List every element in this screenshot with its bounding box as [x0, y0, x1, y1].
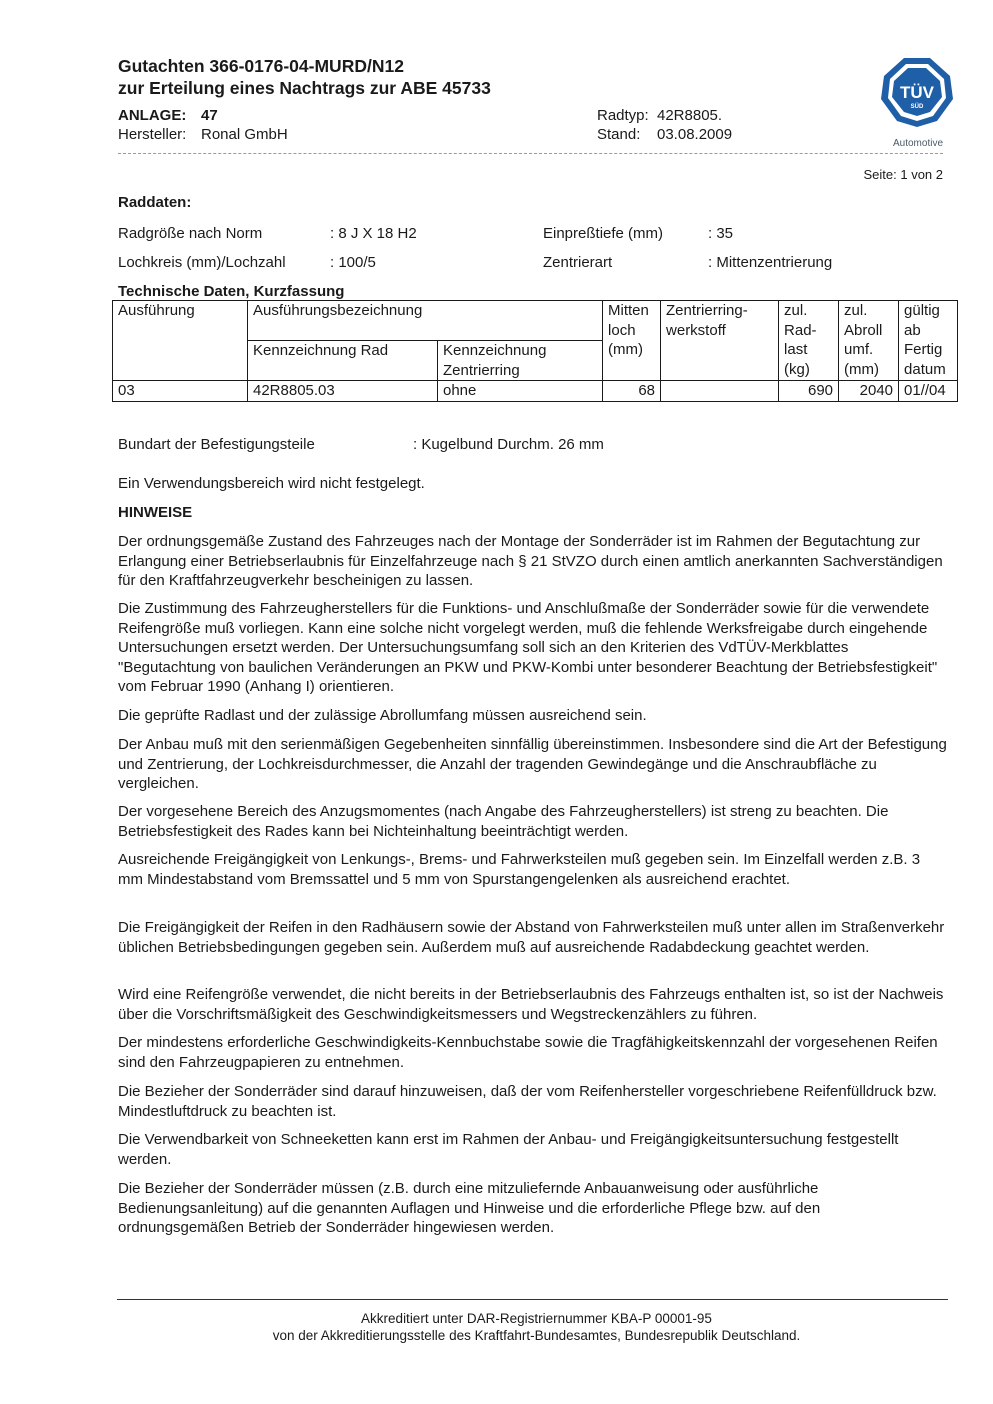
radtyp-label: Radtyp:: [597, 107, 649, 124]
hersteller-value: Ronal GmbH: [201, 126, 288, 143]
raddaten-value: : Mittenzentrierung: [708, 254, 833, 271]
hinweis-paragraph: Der vorgesehene Bereich des Anzugsmomentes (nach Angabe des Fahrzeugherstellers) ist streng zu beachten. Die Betriebsfestigkeit des Rades kann bei Nichteinhaltung beeinträchtigt werden.: [118, 803, 889, 840]
bundart-label: Bundart der Befestigungsteile: [118, 436, 315, 453]
page-info: Seite: 1 von 2: [863, 167, 943, 182]
raddaten-label: Radgröße nach Norm: [118, 225, 263, 242]
table-row: [113, 381, 958, 402]
hinweis-paragraph: Die Bezieher der Sonderräder müssen (z.B. durch eine mitzuliefernde Anbauanweisung oder ausführliche Bedienungsanleitung) auf die genannten Auflagen und Hinweise und die erforderliche Pflege bzw. auf den ordnungsgemäßen Betrieb der Sonderräder hingewiesen werden.: [118, 1180, 821, 1236]
raddaten-label: Zentrierart: [543, 254, 613, 271]
radtyp-value: 42R8805.: [657, 107, 723, 124]
header-divider: [118, 153, 943, 154]
col-abroll: zul. Abroll umf. (mm): [839, 301, 899, 381]
logo-text: TÜV: [900, 83, 934, 102]
footer-divider: [117, 1299, 948, 1300]
col-gueltig: gültig ab Fertig datum: [899, 301, 958, 381]
tuev-logo: [875, 55, 959, 151]
raddaten-value: : 35: [708, 225, 734, 242]
hinweis-paragraph: Wird eine Reifengröße verwendet, die nicht bereits in der Betriebserlaubnis des Fahrzeugs enthalten ist, so ist der Nachweis über die Vorschriftsmäßigkeit des Geschwindigkeitsmessers und Wegstreckenzählers zu führen.: [118, 986, 944, 1023]
hinweis-paragraph: Die Freigängigkeit der Reifen in den Radhäusern sowie der Abstand von Fahrwerksteilen muß unter allen im Straßenverkehr üblichen Betriebsbedingungen gegeben sein. Außerdem muß auf ausreichende Radabdeckung geachtet werden.: [118, 919, 945, 956]
tech-table: [112, 300, 958, 402]
stand-value: 03.08.2009: [657, 126, 733, 143]
col-kenn-rad: Kennzeichnung Rad: [248, 341, 438, 381]
col-radlast: zul. Rad- last (kg): [779, 301, 839, 381]
hinweis-paragraph: Die Bezieher der Sonderräder sind darauf hinzuweisen, daß der vom Reifenhersteller vorgeschriebene Reifenfülldruck bzw. Mindestluftdruck zu beachten ist.: [118, 1083, 937, 1120]
hinweis-paragraph: Die geprüfte Radlast und der zulässige Abrollumfang müssen ausreichend sein.: [118, 707, 647, 724]
cell-kenn-zr: ohne: [438, 381, 603, 402]
hinweis-paragraph: Die Verwendbarkeit von Schneeketten kann erst im Rahmen der Anbau- und Freigängigkeitsuntersuchung festgestellt werden.: [118, 1131, 899, 1168]
col-bezeichnung: Ausführungsbezeichnung: [248, 301, 603, 341]
document-title: Gutachten 366-0176-04-MURD/N12: [118, 56, 404, 76]
anlage-label: ANLAGE:: [118, 107, 187, 124]
cell-mittenloch: 68: [603, 381, 661, 402]
footer-line-2: von der Akkreditierungsstelle des Kraftfahrt-Bundesamtes, Bundesrepublik Deutschland.: [272, 1328, 801, 1343]
logo-caption: Automotive: [892, 138, 944, 149]
raddaten-heading: Raddaten:: [118, 194, 192, 211]
cell-abroll: 2040: [839, 381, 899, 402]
hersteller-label: Hersteller:: [118, 126, 187, 143]
cell-zr-werkstoff: [661, 381, 779, 402]
cell-kenn-rad: 42R8805.03: [248, 381, 438, 402]
col-kenn-zr: Kennzeichnung Zentrierring: [438, 341, 603, 381]
col-ausfuehrung: Ausführung: [113, 301, 248, 381]
cell-ausfuehrung: 03: [113, 381, 248, 402]
col-mittenloch: Mitten loch (mm): [603, 301, 661, 381]
cell-radlast: 690: [779, 381, 839, 402]
raddaten-label: Lochkreis (mm)/Lochzahl: [118, 254, 286, 271]
hinweis-paragraph: Ausreichende Freigängigkeit von Lenkungs-, Brems- und Fahrwerksteilen muß gegeben sein. Im Einzelfall werden z.B. 3 mm Mindestabstand vom Bremssattel und 5 mm von Spurstangengelenken als ausreichend erachtet.: [118, 851, 921, 888]
hinweise-heading: HINWEISE: [118, 504, 193, 521]
hinweis-paragraph: Der mindestens erforderliche Geschwindigkeits-Kennbuchstabe sowie die Tragfähigkeitskennzahl der vorgesehenen Reifen sind den Fahrzeugpapieren zu entnehmen.: [118, 1034, 938, 1071]
document-subtitle: zur Erteilung eines Nachtrags zur ABE 45733: [118, 78, 491, 98]
raddaten-value: : 100/5: [330, 254, 376, 271]
tech-heading: Technische Daten, Kurzfassung: [118, 283, 345, 300]
bundart-value: : Kugelbund Durchm. 26 mm: [413, 436, 604, 453]
logo-subtext: SÜD: [910, 104, 924, 110]
raddaten-label: Einpreßtiefe (mm): [543, 225, 664, 242]
cell-gueltig: 01//04: [899, 381, 958, 402]
footer-line-1: Akkreditiert unter DAR-Registriernummer KBA-P 00001-95: [361, 1311, 712, 1326]
table-header-row: [113, 301, 958, 341]
anlage-value: 47: [201, 107, 218, 124]
hinweis-paragraph: Der ordnungsgemäße Zustand des Fahrzeuges nach der Montage der Sonderräder ist im Rahmen der Begutachtung zur Erlangung einer Betriebserlaubnis für Einzelfahrzeuge nach § 21 StVZO durch einen amtlich anerkannten Sachverständigen für den Kraftfahrzeugverkehr bescheinigen zu lassen.: [118, 533, 943, 589]
stand-label: Stand:: [597, 126, 641, 143]
hinweis-paragraph: Der Anbau muß mit den serienmäßigen Gegebenheiten sinnfällig übereinstimmen. Insbesondere sind die Art der Befestigung und Zentrierung, der Lochkreisdurchmesser, die Anzahl der tragenden Gewindegänge und die Anschraubfläche zu vergleichen.: [118, 736, 947, 792]
verwendung-text: Ein Verwendungsbereich wird nicht festgelegt.: [118, 475, 425, 492]
hinweis-paragraph: Die Zustimmung des Fahrzeugherstellers für die Funktions- und Anschlußmaße der Sonderräder sowie für die verwendete Reifengröße muß vorliegen. Kann eine solche nicht vorgelegt werden, muß die fehlende Werksfreigabe durch eingehende Untersuchungen ersetzt werden. Der Untersuchungsumfang soll sich an den Kriterien des VdTÜV-Merkblattes "Begutachtung von baulichen Veränderungen an PKW und PKW-Kombi unter besonderer Beachtung der Betriebsfestigkeit" vom Februar 1990 (Anhang I) orientieren.: [118, 600, 938, 695]
col-zr-werkstoff: Zentrierring- werkstoff: [661, 301, 779, 381]
raddaten-value: : 8 J X 18 H2: [330, 225, 417, 242]
